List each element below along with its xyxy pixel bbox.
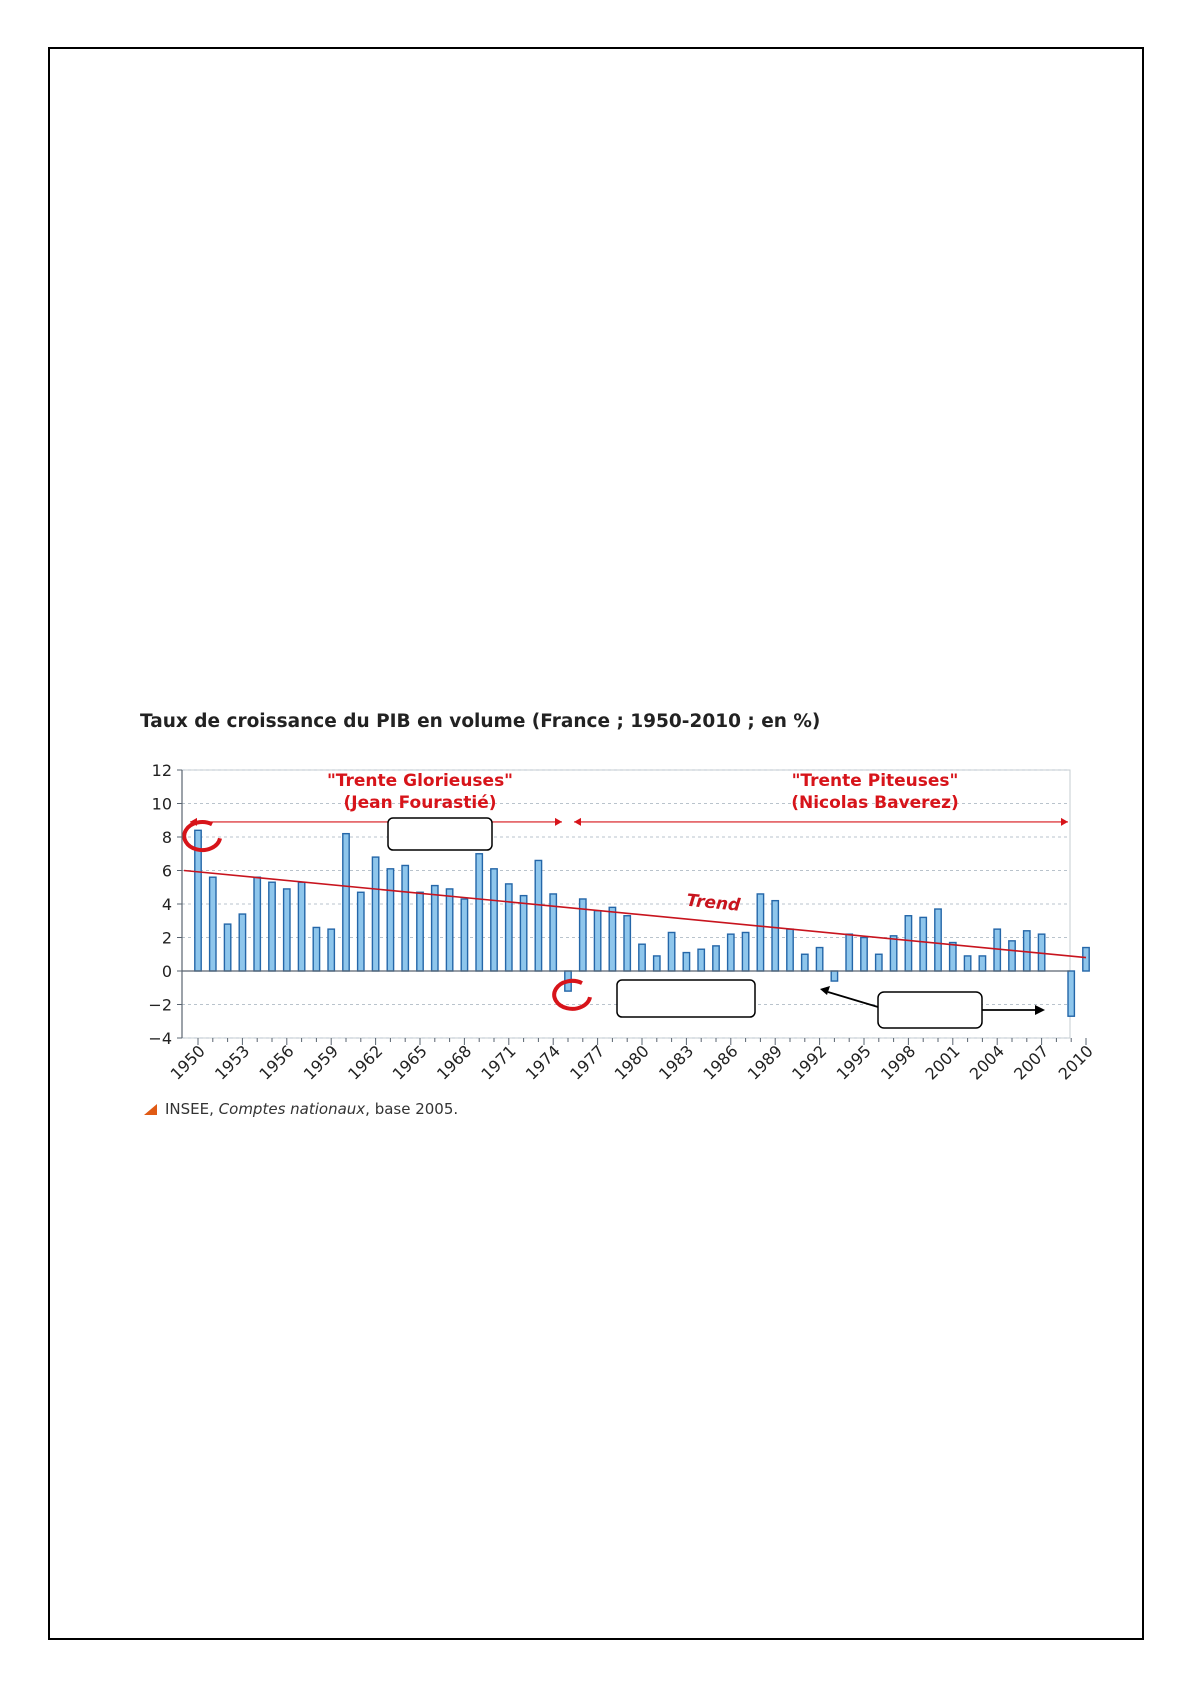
bar	[269, 882, 275, 971]
bar	[713, 946, 719, 971]
bar	[787, 929, 793, 971]
bar	[979, 956, 985, 971]
bar	[757, 894, 763, 971]
bar	[476, 854, 482, 971]
source-note	[144, 1100, 458, 1118]
x-tick-label: 1995	[832, 1041, 875, 1084]
bar	[964, 956, 970, 971]
source-italic: Comptes nationaux	[218, 1100, 366, 1118]
bar	[668, 932, 674, 971]
y-tick-label: 0	[161, 962, 172, 981]
bar	[446, 889, 452, 971]
bar	[506, 884, 512, 971]
x-tick-label: 1965	[388, 1041, 431, 1084]
y-tick-label: 4	[161, 895, 172, 914]
bar	[417, 892, 423, 971]
y-tick-label: 6	[161, 861, 172, 881]
y-tick-label: 8	[161, 828, 172, 847]
x-tick-label: 1953	[211, 1041, 254, 1084]
x-tick-label: 1974	[521, 1041, 565, 1084]
bar	[1009, 941, 1015, 971]
period-label-author: (Jean Fourastié)	[343, 793, 497, 813]
bar-chart	[130, 742, 1097, 1102]
bar	[654, 956, 660, 971]
x-tick-label: 1983	[655, 1041, 698, 1084]
bar	[254, 877, 260, 971]
bar	[905, 916, 911, 971]
bar	[328, 929, 334, 971]
x-tick-label: 2004	[965, 1041, 1009, 1084]
bar	[742, 932, 748, 971]
empty-callout-box	[617, 980, 755, 1017]
source-suffix: , base 2005.	[365, 1100, 459, 1118]
bar	[402, 865, 408, 971]
y-tick-label: 10	[151, 794, 172, 814]
bar	[210, 877, 216, 971]
bar	[343, 834, 349, 971]
x-tick-label: 1980	[610, 1041, 653, 1084]
bar	[358, 892, 364, 971]
bar	[950, 943, 956, 971]
bar	[284, 889, 290, 971]
bar	[594, 911, 600, 971]
x-tick-label: 1968	[433, 1041, 476, 1084]
bar	[876, 954, 882, 971]
bar	[1083, 948, 1089, 971]
bar	[772, 901, 778, 971]
bar	[298, 882, 304, 971]
x-tick-label: 1986	[699, 1041, 742, 1084]
trend-label: Trend	[685, 890, 742, 916]
bar	[624, 916, 630, 971]
y-tick-label: −4	[148, 1029, 172, 1048]
period-label-title: "Trente Glorieuses"	[326, 771, 514, 791]
bar	[520, 896, 526, 971]
bar	[639, 944, 645, 971]
x-tick-label: 1959	[299, 1041, 343, 1084]
x-tick-label: 1989	[743, 1041, 787, 1084]
x-tick-label: 1977	[566, 1041, 609, 1084]
bar	[535, 860, 541, 971]
bar	[831, 971, 837, 981]
bar	[1068, 971, 1074, 1016]
y-tick-label: 2	[161, 928, 172, 948]
x-tick-label: 2007	[1010, 1041, 1053, 1084]
x-tick-label: 1956	[255, 1041, 298, 1084]
y-tick-label: −2	[148, 995, 172, 1015]
x-tick-label: 2010	[1054, 1041, 1097, 1084]
bar	[387, 869, 393, 971]
bar	[920, 917, 926, 971]
x-tick-label: 1971	[477, 1041, 520, 1084]
empty-callout-box	[388, 818, 492, 850]
bar	[461, 899, 467, 971]
x-tick-label: 1950	[166, 1041, 209, 1084]
bar	[846, 934, 852, 971]
bar	[935, 909, 941, 971]
period-label-title: "Trente Piteuses"	[791, 771, 959, 791]
bar	[432, 886, 438, 971]
bar	[728, 934, 734, 971]
chart-title: Taux de croissance du PIB en volume (France ; 1950-2010 ; en %)	[140, 711, 821, 732]
period-label-author: (Nicolas Baverez)	[791, 793, 959, 813]
bar	[313, 927, 319, 971]
source-prefix: INSEE,	[165, 1100, 219, 1118]
bar	[861, 938, 867, 972]
x-tick-label: 1992	[788, 1041, 831, 1084]
bar	[816, 948, 822, 971]
bar	[698, 949, 704, 971]
bar	[802, 954, 808, 971]
bar	[890, 936, 896, 971]
triangle-icon	[144, 1104, 157, 1115]
bar	[239, 914, 245, 971]
bar	[224, 924, 230, 971]
empty-callout-box	[878, 992, 982, 1028]
bar	[491, 869, 497, 971]
bar	[994, 929, 1000, 971]
x-tick-label: 1962	[344, 1041, 387, 1084]
bar	[683, 953, 689, 971]
y-tick-label: 12	[151, 761, 172, 780]
x-tick-label: 1998	[877, 1041, 920, 1084]
x-tick-label: 2001	[921, 1041, 964, 1084]
bar	[609, 907, 615, 971]
bar	[372, 857, 378, 971]
